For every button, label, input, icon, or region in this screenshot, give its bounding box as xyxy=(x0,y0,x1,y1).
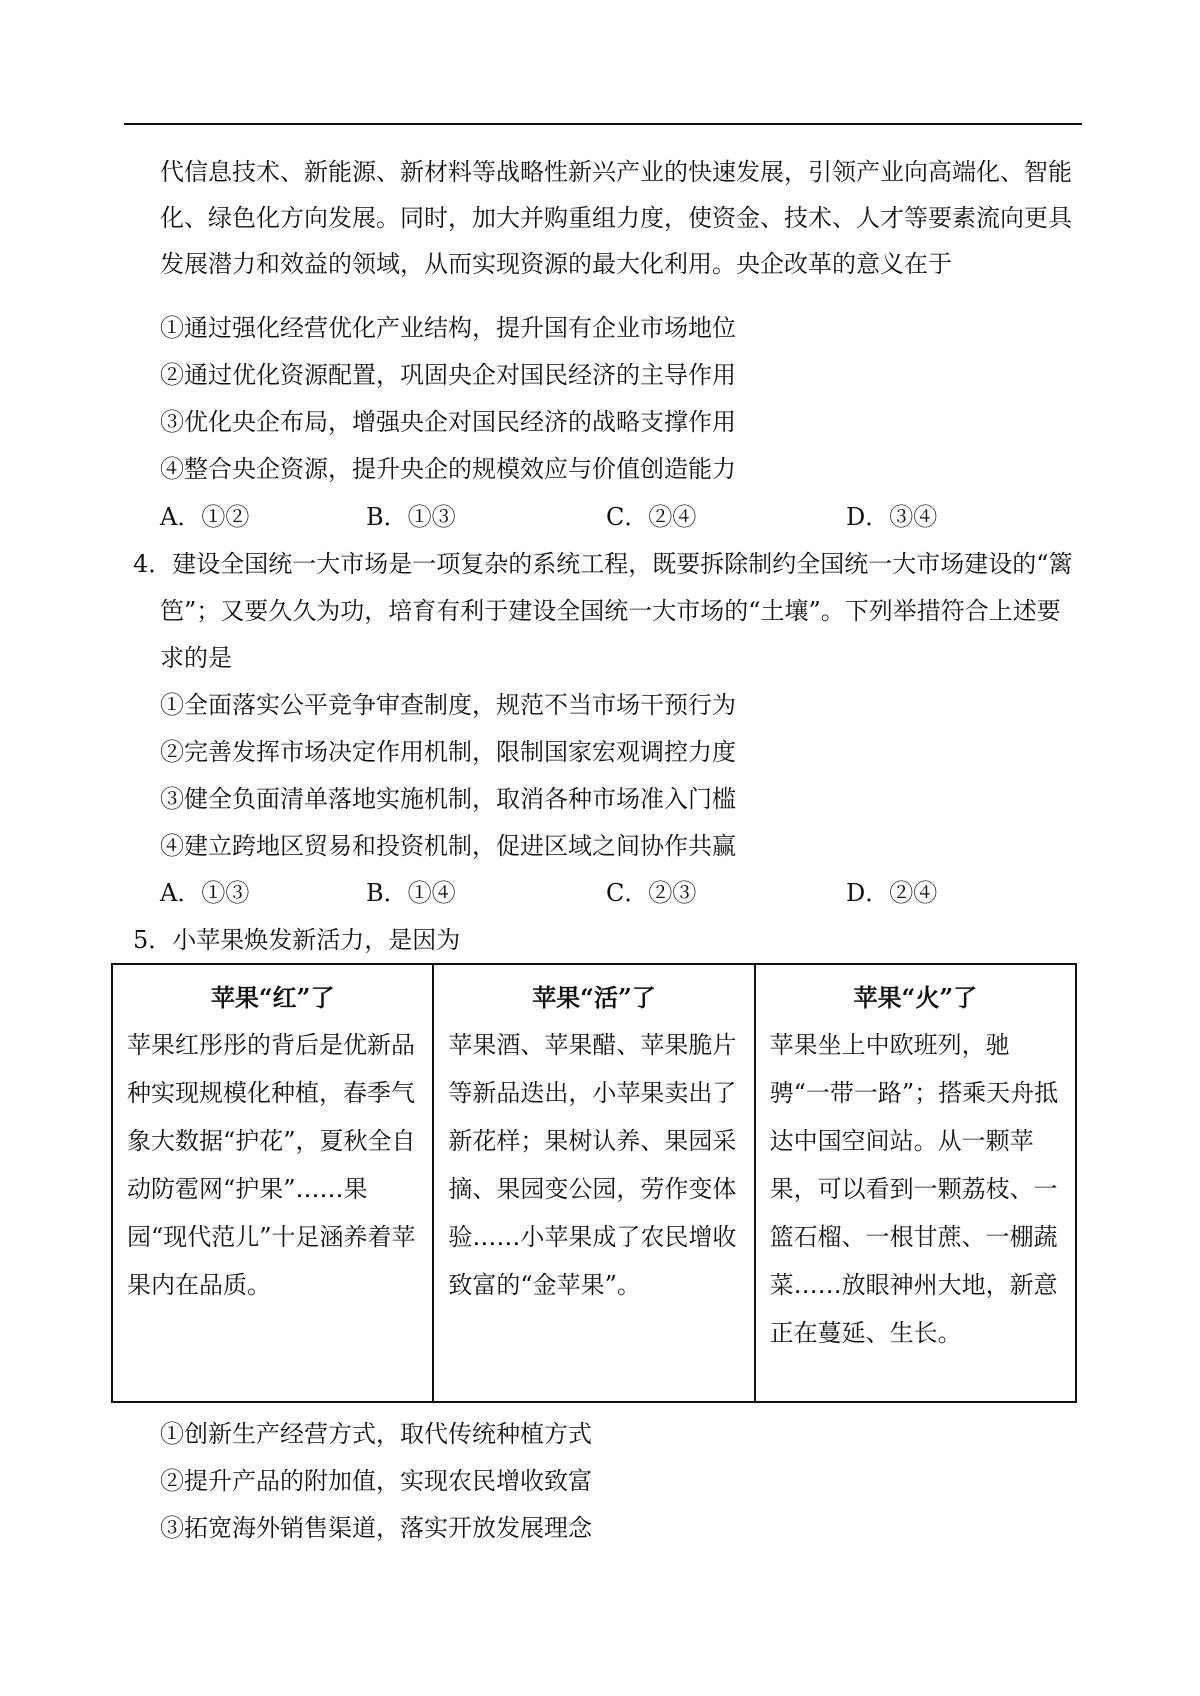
q4-option-a: A．①③ xyxy=(160,879,250,907)
q3-statement: ②通过优化资源配置，巩固央企对国民经济的主导作用 xyxy=(160,361,736,389)
table-cell-red xyxy=(112,964,433,1402)
cell-title: 苹果“红”了 xyxy=(210,983,335,1012)
q3-option-b: B．①③ xyxy=(366,503,456,531)
table-cell-hot xyxy=(755,964,1076,1402)
q4-statement: ③健全负面清单落地实施机制，取消各种市场准入门槛 xyxy=(160,785,736,813)
cell-body: 苹果酒、苹果醋、苹果脆片等新品迭出，小苹果卖出了新花样；果树认养、果园采摘、果园变公园，劳作变体验……小苹果成了农民增收致富的“金苹果”。 xyxy=(448,1031,737,1299)
q5-statement: ③拓宽海外销售渠道，落实开放发展理念 xyxy=(160,1514,592,1542)
q5-statement: ②提升产品的附加值，实现农民增收致富 xyxy=(160,1467,592,1495)
q4-stem-line: 求的是 xyxy=(160,644,232,672)
intro-line: 发展潜力和效益的领域，从而实现资源的最大化利用。央企改革的意义在于 xyxy=(160,250,952,278)
cell-title: 苹果“活”了 xyxy=(532,983,656,1012)
q3-statement: ①通过强化经营优化产业结构，提升国有企业市场地位 xyxy=(160,314,736,342)
q3-statement: ④整合央企资源，提升央企的规模效应与价值创造能力 xyxy=(160,455,736,483)
q4-statement: ①全面落实公平竞争审查制度，规范不当市场干预行为 xyxy=(160,691,736,719)
q3-option-a: A．①② xyxy=(160,503,250,531)
q3-option-c: C．②④ xyxy=(606,503,697,531)
q4-statement: ②完善发挥市场决定作用机制，限制国家宏观调控力度 xyxy=(160,738,736,766)
q4-option-d: D．②④ xyxy=(846,879,938,907)
q5-statement: ①创新生产经营方式，取代传统种植方式 xyxy=(160,1420,592,1448)
cell-title: 苹果“火”了 xyxy=(853,983,978,1012)
q4-stem-line: 4．建设全国统一大市场是一项复杂的系统工程，既要拆除制约全国统一大市场建设的“篱 xyxy=(133,550,1073,578)
cell-body: 苹果坐上中欧班列，驰骋“一带一路”；搭乘天舟抵达中国空间站。从一颗苹果，可以看到一颗荔枝、一篮石榴、一根甘蔗、一棚蔬菜……放眼神州大地，新意正在蔓延、生长。 xyxy=(769,1031,1059,1347)
q4-stem-line: 笆”；又要久久为功，培育有利于建设全国统一大市场的“土壤”。下列举措符合上述要 xyxy=(160,597,1061,625)
cell-body: 苹果红彤彤的背后是优新品种实现规模化种植，春季气象大数据“护花”，夏秋全自动防雹网“护果”……果园“现代范儿”十足涵养着苹果内在品质。 xyxy=(127,1031,416,1299)
q3-statement: ③优化央企布局，增强央企对国民经济的战略支撑作用 xyxy=(160,408,736,436)
header-rule xyxy=(124,123,1082,125)
intro-line: 化、绿色化方向发展。同时，加大并购重组力度，使资金、技术、人才等要素流向更具 xyxy=(160,204,1072,232)
q3-option-d: D．③④ xyxy=(846,503,938,531)
intro-line: 代信息技术、新能源、新材料等战略性新兴产业的快速发展，引领产业向高端化、智能 xyxy=(160,158,1072,186)
q4-statement: ④建立跨地区贸易和投资机制，促进区域之间协作共赢 xyxy=(160,832,736,860)
q5-stem: 5．小苹果焕发新活力，是因为 xyxy=(133,926,461,954)
table-cell-alive xyxy=(433,964,754,1402)
q4-option-c: C．②③ xyxy=(606,879,697,907)
apple-table xyxy=(111,963,1077,1403)
q4-option-b: B．①④ xyxy=(366,879,456,907)
